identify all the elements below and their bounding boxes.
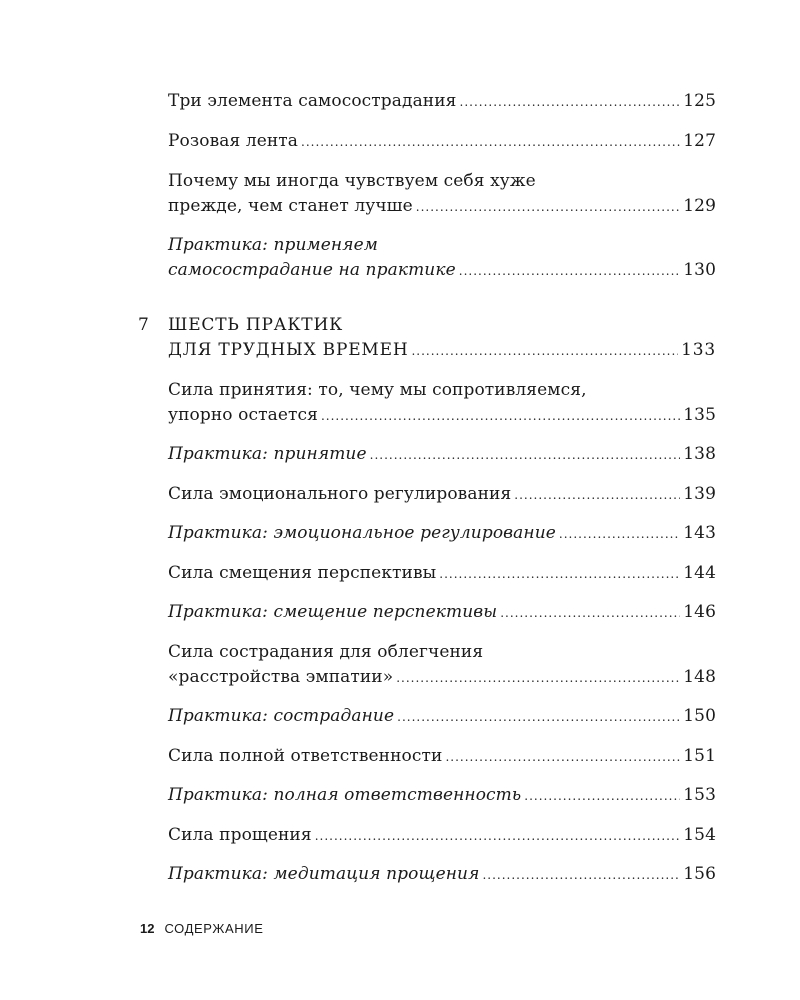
dot-leader: [396, 665, 680, 690]
toc-entry[interactable]: [168, 378, 716, 428]
toc-entry-title: Практика: принятие: [168, 444, 367, 464]
toc-entry[interactable]: [168, 89, 716, 114]
toc-entry-title: Практика: сострадание: [168, 706, 395, 726]
toc-page-number: 156: [683, 864, 716, 884]
dot-leader: [559, 521, 680, 546]
dot-leader: [445, 744, 680, 769]
toc-entry-title: Практика: эмоциональное регулирование: [168, 523, 556, 543]
toc-page-number: 135: [683, 405, 716, 425]
chapter-title-line-2: ДЛЯ ТРУДНЫХ ВРЕМЕН: [168, 340, 409, 360]
toc-entry-title: Три элемента самосострадания: [168, 91, 457, 111]
toc-entry-title: Сила прощения: [168, 825, 312, 845]
toc-entry-title: Сила эмоционального регулирования: [168, 484, 512, 504]
dot-leader: [301, 129, 680, 154]
dot-leader: [460, 89, 681, 114]
toc-page-number: 143: [683, 523, 716, 543]
dot-leader: [397, 704, 680, 729]
footer-section-title: СОДЕРЖАНИЕ: [164, 921, 264, 936]
dot-leader: [315, 823, 681, 848]
toc-chapter-entry[interactable]: [138, 313, 716, 363]
dot-leader: [514, 482, 680, 507]
dot-leader: [416, 194, 681, 219]
page-footer: [140, 921, 263, 936]
toc-entry-title: Сила смещения перспективы: [168, 563, 437, 583]
chapter-number: 7: [138, 315, 150, 335]
toc-page-number: 148: [683, 667, 716, 687]
toc-entry-title: Практика: смещение перспективы: [168, 602, 498, 622]
dot-leader: [500, 600, 680, 625]
toc-entry[interactable]: [168, 129, 716, 154]
toc-page-number: 154: [683, 825, 716, 845]
dot-leader: [321, 403, 680, 428]
toc-page-number: 130: [683, 260, 716, 280]
toc-page-number: 139: [683, 484, 716, 504]
dot-leader: [439, 561, 680, 586]
dot-leader: [524, 783, 680, 808]
toc-page-number: 125: [683, 91, 716, 111]
toc-entry-title: Розовая лента: [168, 131, 299, 151]
footer-page-number: 12: [140, 921, 155, 936]
toc-page-number: 144: [683, 563, 716, 583]
toc-page-number: 146: [683, 602, 716, 622]
dot-leader: [459, 258, 680, 283]
toc-page-number: 133: [681, 340, 716, 360]
toc-entry-practice[interactable]: [168, 600, 716, 625]
toc-entry-practice[interactable]: [168, 233, 716, 283]
toc-page-number: 150: [683, 706, 716, 726]
toc-entry-practice[interactable]: [168, 783, 716, 808]
toc-entry[interactable]: [168, 561, 716, 586]
toc-entry-title-line-1: Практика: применяем: [168, 235, 378, 255]
toc-entry-practice[interactable]: [168, 521, 716, 546]
toc-entry-title-line-1: Сила сострадания для облегчения: [168, 642, 484, 662]
toc-entry-title-line-2: самосострадание на практике: [168, 260, 456, 280]
toc-entry[interactable]: [168, 744, 716, 769]
toc-entry[interactable]: [168, 169, 716, 219]
dot-leader: [370, 442, 681, 467]
toc-page-number: 127: [683, 131, 716, 151]
toc-entry[interactable]: [168, 640, 716, 690]
toc-page-number: 151: [683, 746, 716, 766]
toc-entry-practice[interactable]: [168, 862, 716, 887]
toc-page-number: 138: [683, 444, 716, 464]
toc-entry-title: Сила полной ответственности: [168, 746, 443, 766]
toc-entry-title-line-2: упорно остается: [168, 405, 318, 425]
toc-entry-practice[interactable]: [168, 704, 716, 729]
toc-entry-title: Практика: медитация прощения: [168, 864, 480, 884]
dot-leader: [411, 338, 678, 363]
toc-entry-title-line-2: прежде, чем станет лучше: [168, 196, 413, 216]
toc-page-number: 153: [683, 785, 716, 805]
toc-entry[interactable]: [168, 482, 716, 507]
chapter-title-line-1: ШЕСТЬ ПРАКТИК: [168, 315, 344, 335]
dot-leader: [482, 862, 680, 887]
toc-entry-title: Практика: полная ответственность: [168, 785, 522, 805]
toc-entry-title-line-1: Почему мы иногда чувствуем себя хуже: [168, 171, 536, 191]
toc-page-number: 129: [683, 196, 716, 216]
toc-entry-title-line-2: «расстройства эмпатии»: [168, 667, 394, 687]
toc-entry[interactable]: [168, 823, 716, 848]
toc-entry-practice[interactable]: [168, 442, 716, 467]
toc-entry-title-line-1: Сила принятия: то, чему мы сопротивляемся,: [168, 380, 587, 400]
